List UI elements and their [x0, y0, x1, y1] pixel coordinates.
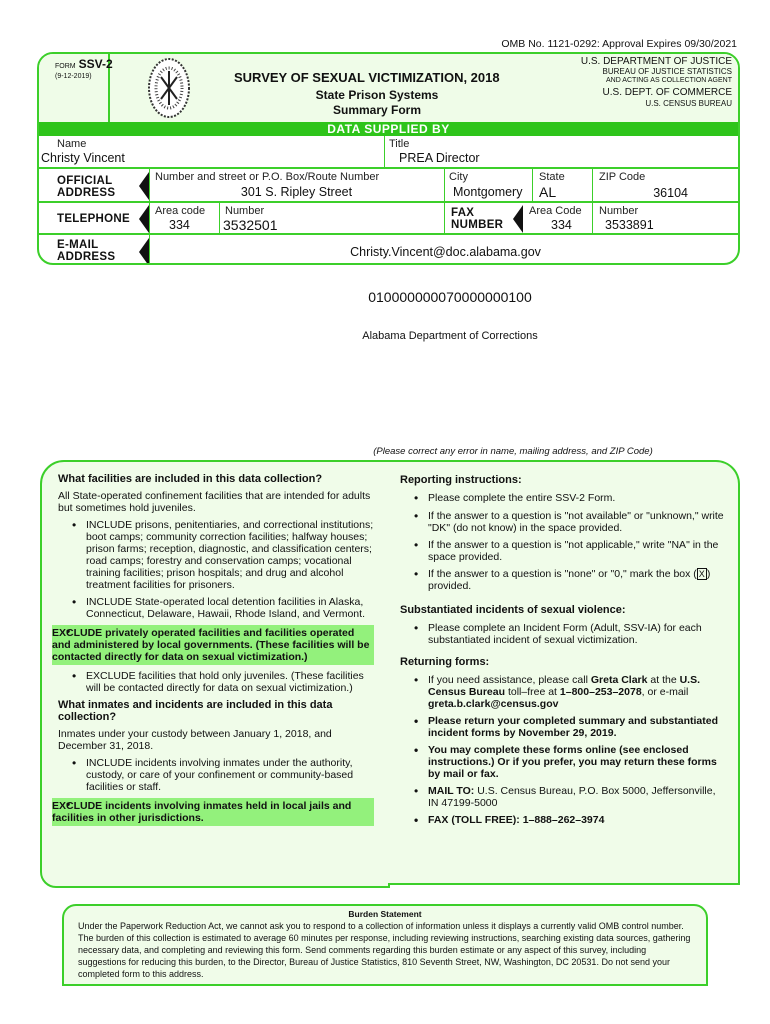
- facilities-intro: All State-operated confinement facilities that are intended for adults but sometimes hold juveniles.: [58, 490, 371, 514]
- agency-census: U.S. CENSUS BUREAU: [645, 99, 732, 108]
- agency-block: [581, 56, 732, 108]
- phone-number-label: Number: [225, 205, 265, 217]
- contact-name: Greta Clark: [590, 674, 648, 686]
- street-field[interactable]: 301 S. Ripley Street: [240, 185, 353, 199]
- fax-item: • FAX (TOLL FREE): 1–888–262–3974: [400, 814, 728, 826]
- agency-commerce: U.S. DEPT. OF COMMERCE: [602, 87, 732, 98]
- email-address-label: ADDRESS: [57, 251, 116, 263]
- city-field[interactable]: Montgomery: [453, 185, 523, 199]
- area-code-label: Area code: [155, 205, 206, 217]
- substantiated-heading: Substantiated incidents of sexual violence:: [400, 604, 626, 616]
- survey-subtitle: State Prison Systems: [315, 88, 439, 102]
- omb-number: OMB No. 1121-0292: Approval Expires 09/30/2021: [501, 38, 737, 50]
- telephone-label: TELEPHONE: [57, 213, 130, 225]
- checkbox-icon: X: [698, 569, 705, 579]
- seal-icon: [147, 57, 191, 119]
- area-code-field[interactable]: 334: [169, 218, 190, 232]
- state-label: State: [539, 171, 565, 183]
- email-label: E-MAIL: [57, 239, 99, 251]
- inmates-question: What inmates and incidents are included in this data collection?: [58, 699, 333, 723]
- facilities-question: What facilities are included in this data collection?: [58, 473, 323, 485]
- email-field[interactable]: Christy.Vincent@doc.alabama.gov: [350, 245, 541, 259]
- mail-item: • MAIL TO: U.S. Census Bureau, P.O. Box 5000, Jeffersonville, IN 47199-5000: [400, 785, 728, 809]
- official-label: OFFICIAL: [57, 175, 113, 187]
- reporting-item: • If the answer to a question is "not applicable," write "NA" in the space provided.: [400, 539, 728, 563]
- inmates-intro: Inmates under your custody between January 1, 2018, and December 31, 2018.: [58, 728, 332, 752]
- name-label: Name: [57, 138, 87, 150]
- reporting-item: • If the answer to a question is "none" or "0," mark the box ( X ) provided.: [400, 568, 728, 592]
- city-label: City: [449, 171, 468, 183]
- include-incidents-item: • INCLUDE incidents involving inmates under the authority, custody, or care of your confinement or community-based facilities or staff.: [58, 757, 378, 793]
- exclude-private-item: • EXCLUDE privately operated facilities and facilities operated and administered by local governments. (These facilities will be contacted directly for data on sexual victimization.): [52, 625, 374, 665]
- scope-panel: [40, 460, 390, 888]
- email-link[interactable]: greta.b.clark@census.gov: [428, 698, 559, 710]
- correction-note: (Please correct any error in name, mailing address, and ZIP Code): [373, 446, 653, 457]
- reporting-item: • Please complete the entire SSV-2 Form.: [400, 492, 728, 504]
- agency-doj: U.S. DEPARTMENT OF JUSTICE: [580, 56, 732, 67]
- incident-form-item: • Please complete an Incident Form (Adult, SSV-IA) for each substantiated incident of sexual victimization.: [400, 622, 728, 646]
- arrow-icon: [139, 238, 149, 265]
- exclude-juvenile-item: • EXCLUDE facilities that hold only juveniles. (These facilities will be contacted directly for data on sexual victimization.): [58, 670, 378, 694]
- title-label: Title: [389, 138, 410, 150]
- returning-heading: Returning forms:: [400, 656, 490, 668]
- title-field[interactable]: PREA Director: [399, 151, 480, 165]
- fax-label: FAX: [451, 207, 475, 219]
- fax-number-label: Number: [599, 205, 639, 217]
- agency-bjs: BUREAU OF JUSTICE STATISTICS: [602, 67, 732, 76]
- form-date: (9-12-2019): [55, 73, 92, 80]
- state-field[interactable]: AL: [539, 184, 557, 200]
- form-id: [39, 54, 113, 122]
- burden-title: Burden Statement: [348, 909, 422, 919]
- burden-text: Under the Paperwork Reduction Act, we cannot ask you to respond to a collection of information unless it displays a currently valid OMB control number. The burden of this collection is estimated to average 60 minutes per response, including reviewing instructions, searching existing data sources, gathering necessary data, and completing and reviewing this form. Send comments regarding this burden estimate or any aspect of this survey, including suggestions for reducing this burden, to the Director, Bureau of Justice Statistics, 810 Seventh Street, NW, Washington, DC 20531. Do not send your completed form to this address.: [78, 921, 691, 979]
- arrow-icon: [139, 172, 149, 200]
- name-field[interactable]: Christy Vincent: [41, 151, 125, 165]
- online-item: • You may complete these forms online (see enclosed instructions.) Or if you prefer, you may return these forms by mail or fax.: [400, 744, 728, 780]
- include-local-detention-item: • INCLUDE State-operated local detention facilities in Alaska, Connecticut, Delaware, Hawaii, Rhode Island, and Vermont.: [58, 596, 378, 620]
- form-code: SSV-2: [78, 57, 113, 71]
- street-label: Number and street or P.O. Box/Route Number: [155, 171, 380, 183]
- organization-name: Alabama Department of Corrections: [362, 330, 538, 342]
- include-facilities-item: • INCLUDE prisons, penitentiaries, and correctional institutions; boot camps; community correction facilities; halfway houses; prison farms; reception, diagnostic, and classification centers; road camps; forestry and conservation camps; vocational training facilities; prison hospitals; and drug and alcohol treatment facilities for prisoners.: [58, 519, 378, 591]
- number-label: NUMBER: [451, 219, 504, 231]
- reporting-item: • If the answer to a question is "not available" or "unknown," write "DK" (do not know) in the space provided.: [400, 510, 728, 534]
- phone-link[interactable]: 1–800–253–2078: [559, 686, 642, 698]
- form-prefix: FORM: [55, 63, 76, 70]
- assistance-item: • If you need assistance, please call Greta Clark at the U.S. Census Bureau toll–free at 1–800–253–2078, or e-mail greta.b.clark@census.gov: [400, 674, 728, 710]
- zip-field[interactable]: 36104: [653, 186, 688, 200]
- fax-area-label: Area Code: [529, 205, 582, 217]
- data-supplied-bar: DATA SUPPLIED BY: [39, 122, 738, 136]
- arrow-icon: [513, 205, 523, 233]
- address-label: ADDRESS: [57, 187, 116, 199]
- arrow-icon: [139, 205, 149, 233]
- instructions-panel: [388, 460, 740, 885]
- deadline-item: • Please return your completed summary and substantiated incident forms by November 29, 2019.: [400, 715, 728, 739]
- form-type: Summary Form: [332, 103, 422, 117]
- phone-number-field[interactable]: 3532501: [223, 217, 278, 233]
- agency-acting: AND ACTING AS COLLECTION AGENT: [605, 77, 732, 84]
- respondent-id: 010000000070000000100: [368, 289, 532, 305]
- survey-title: SURVEY OF SEXUAL VICTIMIZATION, 2018: [234, 70, 500, 85]
- data-supplied-section: [37, 52, 740, 265]
- burden-statement: [62, 904, 708, 986]
- reporting-heading: Reporting instructions:: [400, 474, 522, 486]
- exclude-jails-item: • EXCLUDE incidents involving inmates held in local jails and facilities in other jurisdictions.: [52, 798, 374, 826]
- fax-number-field[interactable]: 3533891: [605, 218, 654, 232]
- fax-area-field[interactable]: 334: [551, 218, 572, 232]
- zip-label: ZIP Code: [599, 171, 646, 183]
